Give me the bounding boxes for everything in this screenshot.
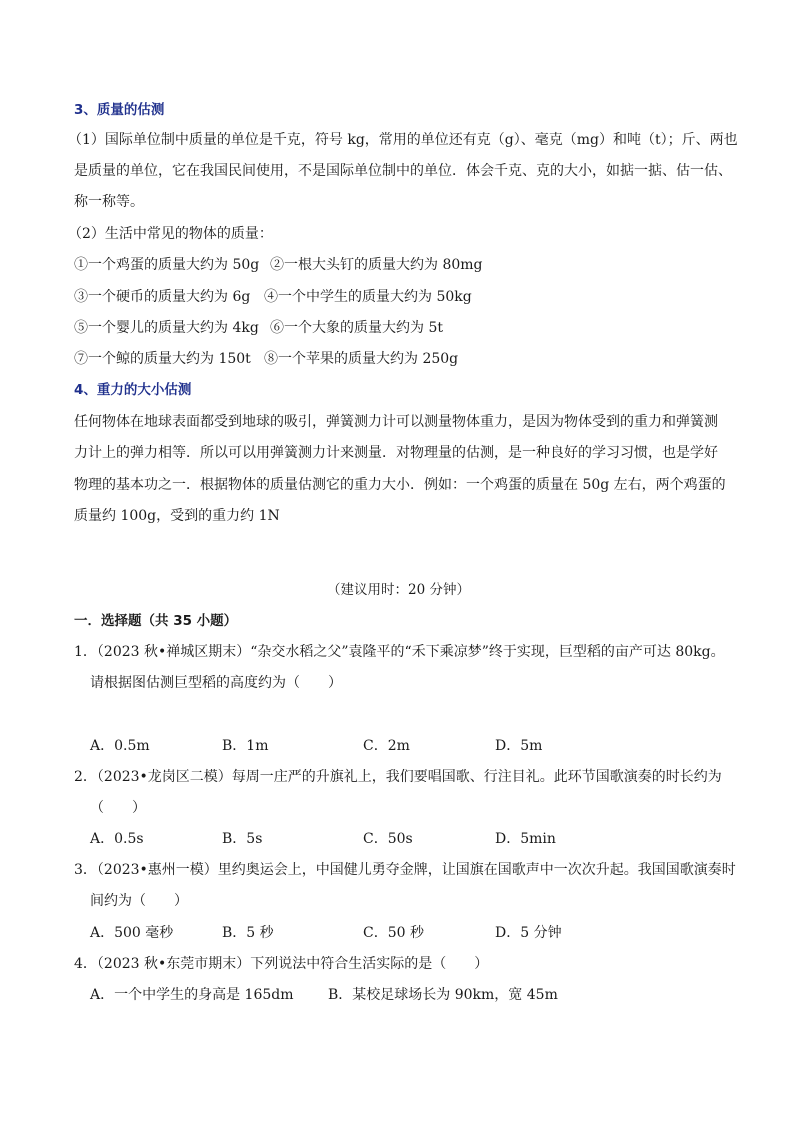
question-1-line-2: 请根据图估测巨型稻的高度约为（ ） [90,675,342,691]
part-title: 一．选择题（共 35 小题） [74,613,238,629]
question-1-option-a[interactable]: A．0.5m [90,738,150,754]
question-2-line-1: 2．（2023•龙岗区二模）每周一庄严的升旗礼上，我们要唱国歌、行注目礼。此环节国歌演奏的时长约为 [74,769,722,785]
section-3-paragraph-1-line-2: 是质量的单位，它在我国民间使用，不是国际单位制中的单位．体会千克、克的大小，如掂一掂、估一估、 [74,163,732,179]
question-3-line-2: 间约为（ ） [90,893,188,909]
question-1-option-d[interactable]: D．5m [495,738,543,754]
question-2-option-d[interactable]: D．5min [495,831,556,847]
question-4-option-b[interactable]: B．某校足球场长为 90km，宽 45m [328,987,558,1003]
list-item: ⑧一个苹果的质量大约为 250g [264,351,459,367]
list-item: ⑤一个婴儿的质量大约为 4kg [74,320,259,336]
question-1-line-1: 1．（2023 秋•禅城区期末）“杂交水稻之父”袁隆平的“禾下乘凉梦”终于实现，巨型稻的亩产可达 80kg。 [74,644,725,660]
section-4-line-4: 质量约 100g，受到的重力约 1N [74,508,280,524]
list-item: ④一个中学生的质量大约为 50kg [264,289,472,305]
section-4-line-1: 任何物体在地球表面都受到地球的吸引，弹簧测力计可以测量物体重力，是因为物体受到的重力和弹簧测 [74,414,718,430]
question-3-option-a[interactable]: A．500 毫秒 [90,925,174,941]
section-3-heading: 3、质量的估测 [74,102,165,118]
question-2-option-c[interactable]: C．50s [363,831,413,847]
section-4-line-3: 物理的基本功之一．根据物体的质量估测它的重力大小．例如：一个鸡蛋的质量在 50g 左右，两个鸡蛋的 [74,477,726,493]
list-item: ⑥一个大象的质量大约为 5t [270,320,443,336]
question-2-option-a[interactable]: A．0.5s [90,831,144,847]
question-1-option-b[interactable]: B．1m [222,738,269,754]
question-4-option-a[interactable]: A．一个中学生的身高是 165dm [90,987,294,1003]
question-3-option-b[interactable]: B．5 秒 [222,925,274,941]
question-2-option-b[interactable]: B．5s [222,831,263,847]
question-3-line-1: 3．（2023•惠州一模）里约奥运会上，中国健儿勇夺金牌，让国旗在国歌声中一次次升起。我国国歌演奏时 [74,862,736,878]
list-item: ①一个鸡蛋的质量大约为 50g [74,257,260,273]
list-item: ②一根大头钉的质量大约为 80mg [270,257,483,273]
question-3-option-c[interactable]: C．50 秒 [363,925,424,941]
section-3-paragraph-2: （2）生活中常见的物体的质量： [68,226,273,242]
section-3-paragraph-1-line-1: （1）国际单位制中质量的单位是千克，符号 kg，常用的单位还有克（g）、毫克（mg）和吨（t）；斤、两也 [68,132,738,148]
section-3-paragraph-1-line-3: 称一称等。 [74,194,144,210]
question-1-option-c[interactable]: C．2m [363,738,410,754]
list-item: ③一个硬币的质量大约为 6g [74,289,251,305]
suggested-time: （建议用时：20 分钟） [327,582,470,598]
question-4-line-1: 4．（2023 秋•东莞市期末）下列说法中符合生活实际的是（ ） [74,956,489,972]
question-3-option-d[interactable]: D．5 分钟 [495,925,562,941]
question-2-line-2: （ ） [90,800,146,816]
section-4-line-2: 力计上的弹力相等．所以可以用弹簧测力计来测量．对物理量的估测，是一种良好的学习习惯，也是学好 [74,445,718,461]
section-4-heading: 4、重力的大小估测 [74,382,192,398]
list-item: ⑦一个鲸的质量大约为 150t [74,351,251,367]
